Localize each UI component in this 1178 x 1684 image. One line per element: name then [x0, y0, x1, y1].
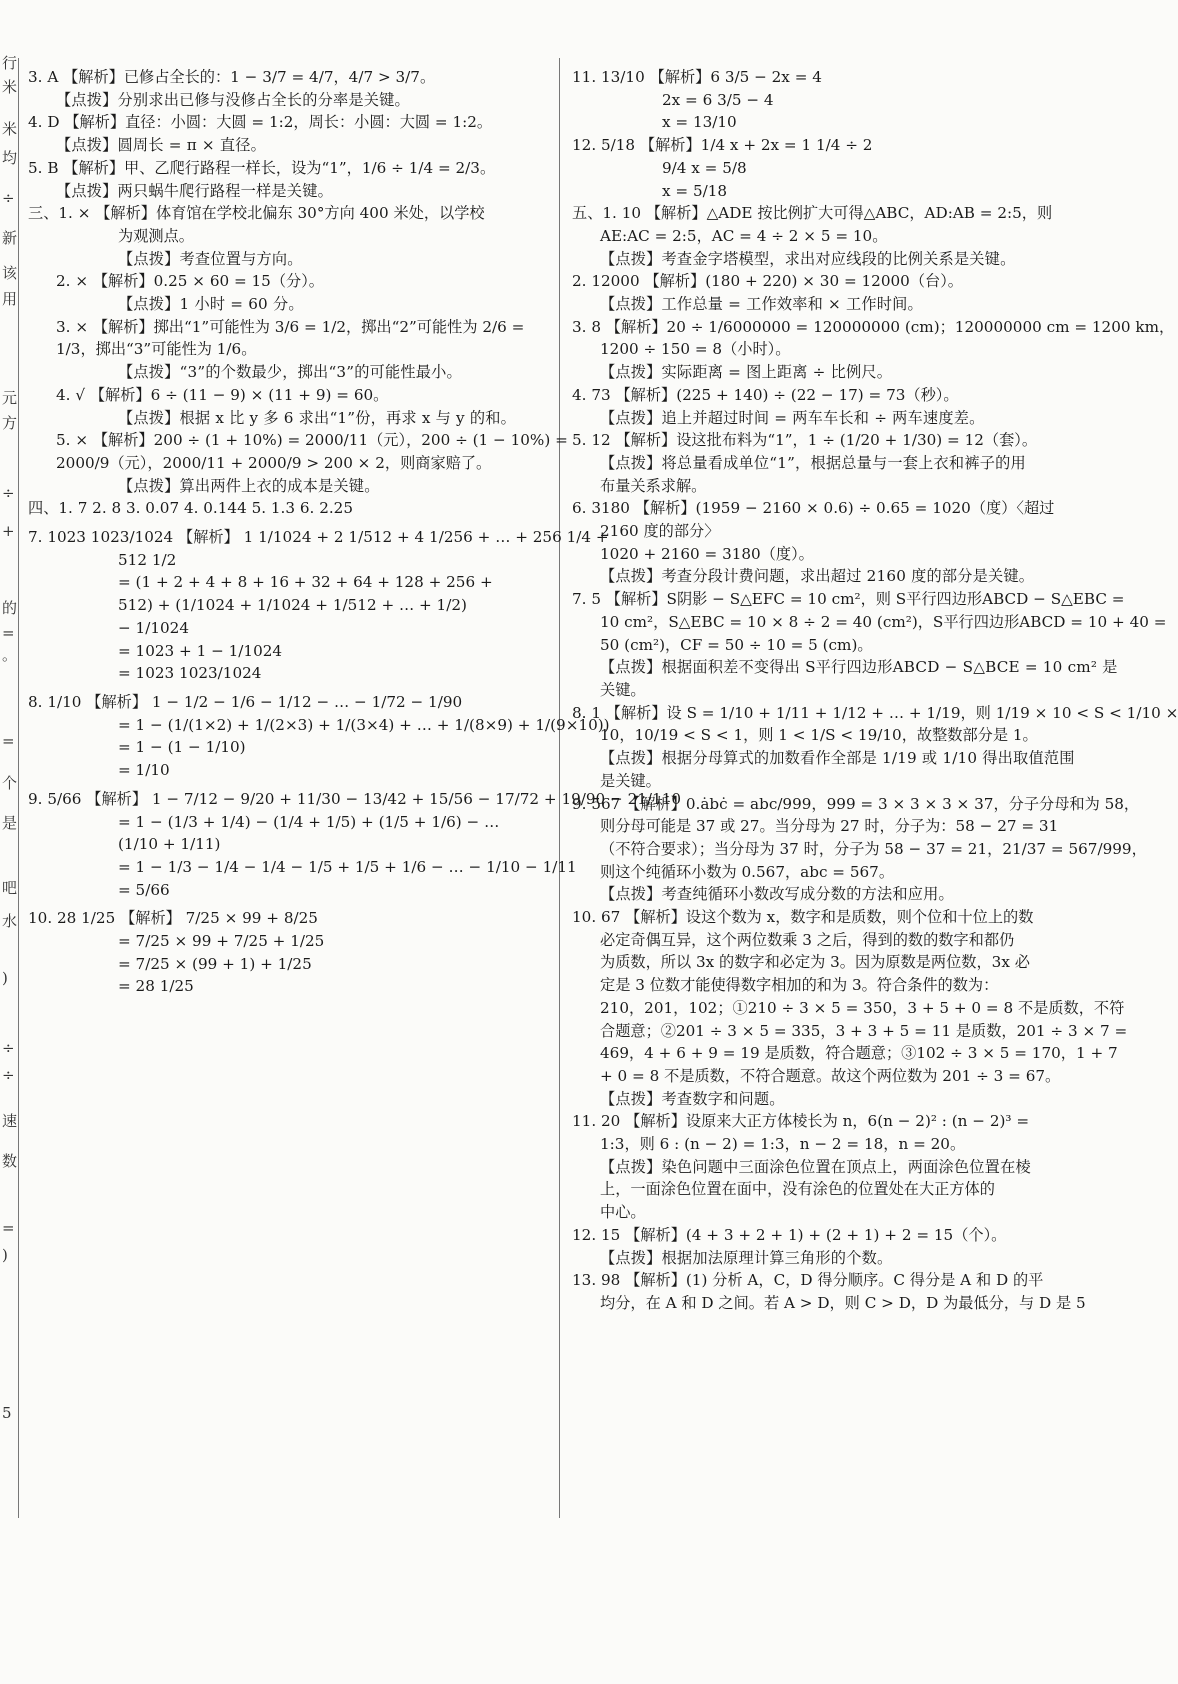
edge-char: ) [2, 969, 8, 987]
answer-line: 10. 28 1/25 【解析】 7/25 × 99 + 8/25 [28, 909, 318, 928]
answer-line: 7. 1023 1023/1024 【解析】 1 1/1024 + 2 1/512 + 4 1/256 + … + 256 1/4 + [28, 528, 609, 547]
answer-line: 合题意；②201 ÷ 3 × 5 = 335，3 + 3 + 5 = 11 是质数，201 ÷ 3 × 7 = [600, 1021, 1128, 1040]
hint-line: 【点拨】实际距离 = 图上距离 ÷ 比例尺。 [600, 363, 893, 382]
edge-char: 行 [2, 54, 18, 72]
answer-line: 2. 12000 【解析】(180 + 220) × 30 = 12000（台）。 [572, 272, 963, 291]
edge-char: 米 [2, 78, 18, 96]
hint-line: 【点拨】根据 x 比 y 多 6 求出“1”份，再求 x 与 y 的和。 [118, 408, 516, 427]
work-line: 9/4 x = 5/8 [662, 158, 747, 177]
answer-line: 2000/9（元），2000/11 + 2000/9 > 200 × 2，则商家赔了。 [56, 453, 492, 472]
work-line: x = 5/18 [662, 181, 728, 200]
answer-line: 9. 567 【解析】0.ȧbċ = abc/999，999 = 3 × 3 × 3 × 37，分子分母和为 58， [572, 794, 1140, 813]
answer-line: 11. 13/10 【解析】6 3/5 − 2x = 4 [572, 68, 822, 86]
answer-line: 10. 67 【解析】设这个数为 x，数字和是质数，则个位和十位上的数 [572, 908, 1034, 927]
binding-rule [18, 58, 19, 1518]
hint-line: 【点拨】追上并超过时间 = 两车车长和 ÷ 两车速度差。 [600, 408, 985, 427]
edge-char: 。 [2, 646, 18, 664]
edge-char: = [2, 732, 15, 750]
work-line: = 1/10 [118, 761, 170, 780]
answer-line: 12. 15 【解析】(4 + 3 + 2 + 1) + (2 + 1) + 2 = 15（个）。 [572, 1225, 1007, 1244]
work-line: (1/10 + 1/11) [118, 835, 221, 854]
answer-line: 5. 12 【解析】设这批布料为“1”，1 ÷ (1/20 + 1/30) = 12（套）。 [572, 431, 1038, 450]
section-line: 四、1. 7 2. 8 3. 0.07 4. 0.144 5. 1.3 6. 2.25 [28, 499, 354, 518]
answer-line: 3. 8 【解析】20 ÷ 1/6000000 = 120000000 (cm)；120000000 cm = 1200 km， [572, 317, 1175, 336]
answer-line: 为观测点。 [118, 226, 194, 245]
answer-line: 3. × 【解析】掷出“1”可能性为 3/6 = 1/2，掷出“2”可能性为 2/6 = [56, 317, 525, 336]
hint-line: 【点拨】根据分母算式的加数看作全部是 1/19 或 1/10 得出取值范围 [600, 749, 1075, 768]
edge-char: ÷ [2, 189, 15, 207]
edge-char: 速 [2, 1112, 18, 1130]
edge-char: = [2, 1219, 15, 1237]
hint-line: 【点拨】根据面积差不变得出 S平行四边形ABCD − S△BCE = 10 cm² 是 [600, 658, 1118, 677]
hint-line: 【点拨】圆周长 = π × 直径。 [56, 136, 267, 155]
answer-line: 9. 5/66 【解析】 1 − 7/12 − 9/20 + 11/30 − 13/42 + 15/56 − 17/72 + 19/90 − 21/110 [28, 789, 682, 808]
answer-line: 11. 20 【解析】设原来大正方体棱长为 n，6(n − 2)² : (n − 2)³ = [572, 1112, 1030, 1131]
edge-char: ÷ [2, 1066, 15, 1084]
hint-line: 【点拨】考查金字塔模型，求出对应线段的比例关系是关键。 [600, 249, 1016, 268]
hint-line: 【点拨】两只蜗牛爬行路程一样是关键。 [56, 181, 333, 200]
edge-char: ÷ [2, 484, 15, 502]
work-line: = 1023 + 1 − 1/1024 [118, 641, 283, 660]
section-line: 五、1. 10 【解析】△ADE 按比例扩大可得△ABC，AD:AB = 2:5，则 [572, 204, 1053, 223]
answer-line: 均分，在 A 和 D 之间。若 A > D，则 C > D，D 为最低分，与 D 是 5 [600, 1293, 1086, 1312]
answer-line: 50 (cm²)，CF = 50 ÷ 10 = 5 (cm)。 [600, 635, 873, 654]
edge-char: + [2, 522, 15, 540]
work-line: = 7/25 × 99 + 7/25 + 1/25 [118, 932, 325, 951]
work-line: = 1 − 1/3 − 1/4 − 1/4 − 1/5 + 1/5 + 1/6 − … − 1/10 − 1/11 [118, 857, 577, 876]
answer-line: 469，4 + 6 + 9 = 19 是质数，符合题意；③102 ÷ 3 × 5 = 170，1 + 7 [600, 1044, 1118, 1063]
edge-char: 新 [2, 229, 18, 247]
answer-line: 4. D 【解析】直径：小圆：大圆 = 1:2，周长：小圆：大圆 = 1:2。 [28, 113, 493, 132]
answer-line: 2160 度的部分〉 [600, 522, 720, 541]
work-line: = 1 − (1 − 1/10) [118, 738, 246, 757]
answer-line: 3. A 【解析】已修占全长的：1 − 3/7 = 4/7，4/7 > 3/7。 [28, 68, 436, 86]
answer-line: 8. 1 【解析】设 S = 1/10 + 1/11 + 1/12 + … + 1/19，则 1/19 × 10 < S < 1/10 × [572, 703, 1178, 722]
answer-line: 则分母可能是 37 或 27。当分母为 27 时，分子为：58 − 27 = 31 [600, 817, 1059, 836]
left-edge-fragments [0, 55, 20, 1535]
work-line: = (1 + 2 + 4 + 8 + 16 + 32 + 64 + 128 + 256 + [118, 573, 493, 592]
hint-line: 是关键。 [600, 771, 661, 790]
work-line: = 5/66 [118, 880, 170, 899]
answer-line: + 0 = 8 不是质数，不符合题意。故这个两位数为 201 ÷ 3 = 67。 [600, 1066, 1061, 1085]
hint-line: 【点拨】考查数字和问题。 [600, 1089, 785, 1108]
answer-line: 12. 5/18 【解析】1/4 x + 2x = 1 1/4 ÷ 2 [572, 136, 873, 155]
hint-line: 上，一面涂色位置在面中，没有涂色的位置处在大正方体的 [600, 1180, 995, 1199]
answer-line: 8. 1/10 【解析】 1 − 1/2 − 1/6 − 1/12 − … − 1/72 − 1/90 [28, 692, 463, 711]
work-line: 512 1/2 [118, 550, 177, 569]
hint-line: 关键。 [600, 680, 646, 699]
work-line: = 28 1/25 [118, 977, 194, 996]
edge-char: 是 [2, 814, 18, 832]
hint-line: 中心。 [600, 1203, 646, 1222]
work-line: = 1 − (1/3 + 1/4) − (1/4 + 1/5) + (1/5 + 1/6) − … [118, 812, 500, 831]
edge-char: 该 [2, 264, 18, 282]
work-line: 2x = 6 3/5 − 4 [662, 90, 774, 109]
edge-char: 水 [2, 912, 18, 930]
right-column [572, 66, 1178, 1315]
answer-line: 5. B 【解析】甲、乙爬行路程一样长，设为“1”，1/6 ÷ 1/4 = 2/3。 [28, 158, 496, 177]
hint-line: 【点拨】考查纯循环小数改写成分数的方法和应用。 [600, 885, 954, 904]
edge-char: 均 [2, 149, 18, 167]
hint-line: 【点拨】根据加法原理计算三角形的个数。 [600, 1248, 893, 1267]
edge-char: 个 [2, 774, 18, 792]
hint-line: 【点拨】考查分段计费问题，求出超过 2160 度的部分是关键。 [600, 567, 1035, 586]
edge-char: 元 [2, 389, 18, 407]
answer-line: 4. √ 【解析】6 ÷ (11 − 9) × (11 + 9) = 60。 [56, 385, 389, 404]
hint-line: 【点拨】将总量看成单位“1”，根据总量与一套上衣和裤子的用 [600, 453, 1026, 472]
edge-char: 数 [2, 1152, 18, 1170]
edge-char: 方 [2, 414, 18, 432]
edge-char: 米 [2, 120, 18, 138]
answer-line: 4. 73 【解析】(225 + 140) ÷ (22 − 17) = 73（秒）。 [572, 385, 959, 404]
answer-line: AE:AC = 2:5，AC = 4 ÷ 2 × 5 = 10。 [600, 226, 888, 245]
work-line: − 1/1024 [118, 618, 189, 637]
work-line: 512) + (1/1024 + 1/1024 + 1/512 + … + 1/2) [118, 596, 467, 615]
edge-char: 5 [2, 1404, 12, 1422]
hint-line: 【点拨】分别求出已修与没修占全长的分率是关键。 [56, 90, 410, 109]
section-line: 三、1. × 【解析】体育馆在学校北偏东 30°方向 400 米处，以学校 [28, 204, 485, 223]
hint-line: 【点拨】工作总量 = 工作效率和 × 工作时间。 [600, 295, 923, 314]
answer-line: 必定奇偶互异，这个两位数乘 3 之后，得到的数的数字和都仍 [600, 930, 1015, 949]
edge-char: = [2, 624, 15, 642]
hint-line: 【点拨】“3”的个数最少，掷出“3”的可能性最小。 [118, 363, 462, 382]
answer-line: 10 cm²，S△EBC = 10 × 8 ÷ 2 = 40 (cm²)，S平行四边形ABCD = 10 + 40 = [600, 612, 1167, 631]
edge-char: 吧 [2, 879, 18, 897]
edge-char: 的 [2, 599, 18, 617]
answer-line: 13. 98 【解析】(1) 分析 A，C，D 得分顺序。C 得分是 A 和 D 的平 [572, 1271, 1044, 1290]
answer-line: （不符合要求）；当分母为 37 时，分子为 58 − 37 = 21，21/37 = 567/999， [600, 839, 1147, 858]
answer-line: 6. 3180 【解析】(1959 − 2160 × 0.6) ÷ 0.65 = 1020（度）〈超过 [572, 499, 1055, 518]
answer-line: 210，201，102；①210 ÷ 3 × 5 = 350，3 + 5 + 0 = 8 不是质数，不符 [600, 998, 1125, 1017]
answer-line: 2. × 【解析】0.25 × 60 = 15（分）。 [56, 272, 324, 291]
edge-char: ÷ [2, 1039, 15, 1057]
answer-line: 5. × 【解析】200 ÷ (1 + 10%) = 2000/11（元），200 ÷ (1 − 10%) = [56, 431, 568, 450]
hint-line: 【点拨】考查位置与方向。 [118, 249, 303, 268]
answer-line: 1/3，掷出“3”可能性为 1/6。 [56, 340, 257, 359]
answer-line: 1:3，则 6 : (n − 2) = 1:3，n − 2 = 18，n = 20。 [600, 1135, 966, 1154]
work-line: = 7/25 × (99 + 1) + 1/25 [118, 954, 312, 973]
edge-char: 用 [2, 290, 18, 308]
edge-char: ) [2, 1246, 8, 1264]
answer-line: 为质数，所以 3x 的数字和必定为 3。因为原数是两位数，3x 必 [600, 953, 1030, 972]
answer-line: 定是 3 位数才能使得数字相加的和为 3。符合条件的数为： [600, 976, 999, 995]
answer-line: 则这个纯循环小数为 0.567，abc = 567。 [600, 862, 895, 881]
hint-line: 布量关系求解。 [600, 476, 707, 495]
answer-line: 7. 5 【解析】S阴影 − S△EFC = 10 cm²，则 S平行四边形ABCD − S△EBC = [572, 590, 1125, 609]
work-line: = 1023 1023/1024 [118, 664, 262, 683]
answer-line: 1020 + 2160 = 3180（度）。 [600, 544, 814, 563]
answer-line: 1200 ÷ 150 = 8（小时）。 [600, 340, 791, 359]
hint-line: 【点拨】染色问题中三面涂色位置在顶点上，两面涂色位置在棱 [600, 1157, 1031, 1176]
answer-line: 10，10/19 < S < 1，则 1 < 1/S < 19/10，故整数部分是 1。 [600, 726, 1038, 745]
work-line: = 1 − (1/(1×2) + 1/(2×3) + 1/(3×4) + … + 1/(8×9) + 1/(9×10)) [118, 715, 610, 734]
hint-line: 【点拨】算出两件上衣的成本是关键。 [118, 476, 380, 495]
hint-line: 【点拨】1 小时 = 60 分。 [118, 295, 304, 314]
work-line: x = 13/10 [662, 113, 737, 132]
